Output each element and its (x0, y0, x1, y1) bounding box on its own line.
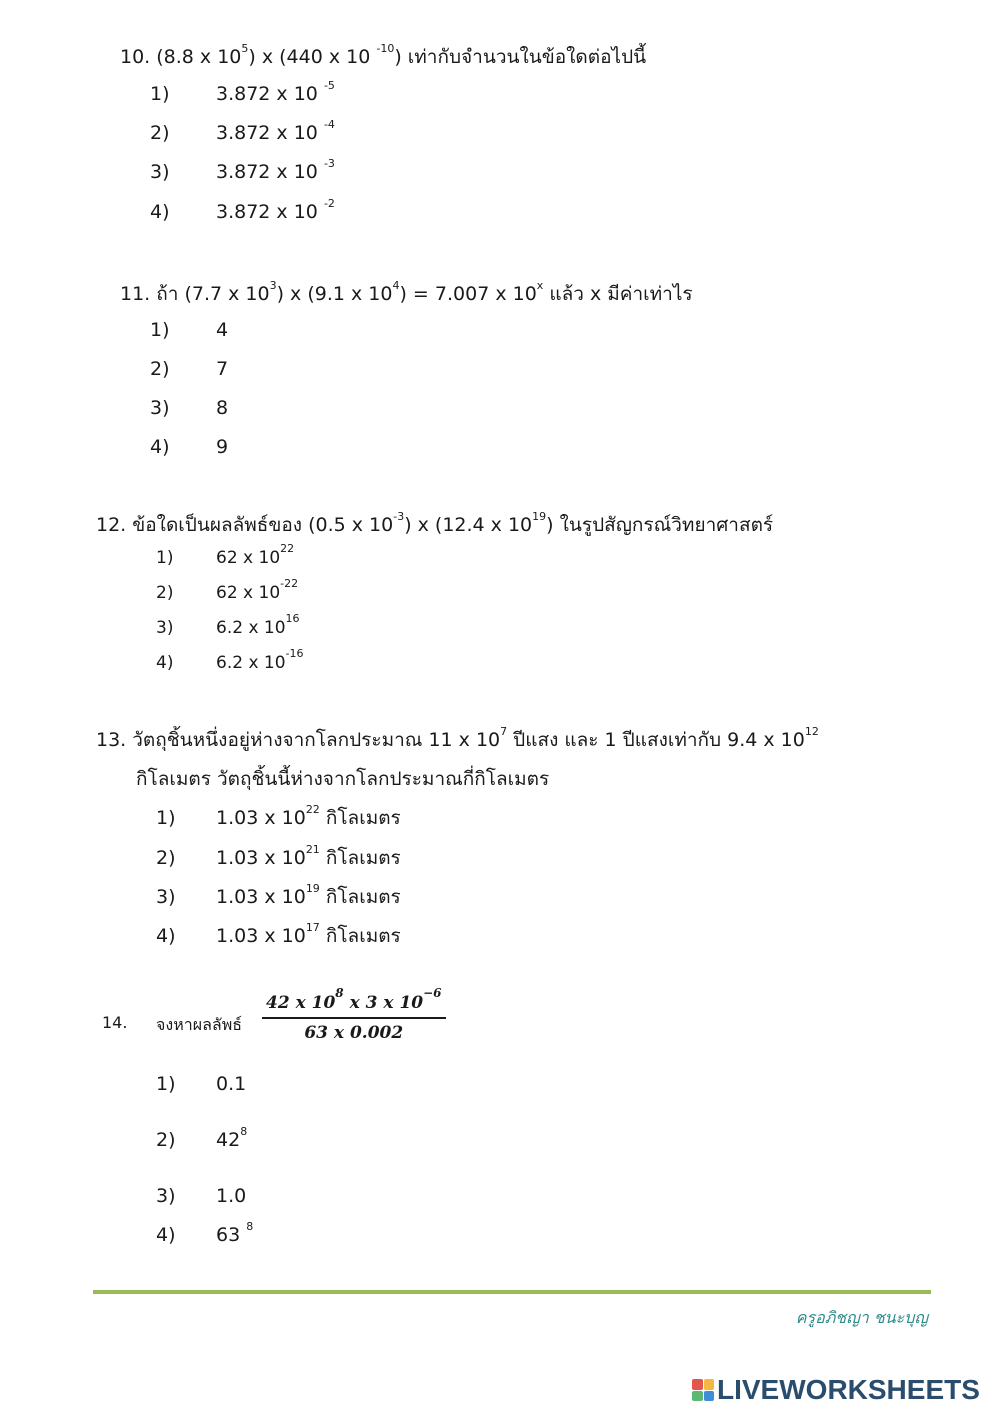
question-14-prompt: จงหาผลลัพธ์ (156, 1015, 243, 1034)
liveworksheets-logo[interactable] (692, 1374, 980, 1406)
author-name: ครูอภิชญา ชนะบุญ (795, 1308, 928, 1327)
question-13-line-2: กิโลเมตร วัตถุชิ้นนี้ห่างจากโลกประมาณกี่กิโลเมตร (136, 768, 550, 790)
question-number: 13. (96, 729, 127, 751)
q12-option-4[interactable]: 4) 6.2 x $10^{-16}$ (156, 647, 304, 673)
q11-option-4[interactable]: 4) 9 (150, 436, 229, 458)
q14-option-1[interactable]: 1) 0.1 (156, 1073, 247, 1095)
q11-option-1[interactable]: 1) 4 (150, 319, 229, 341)
q12-option-3[interactable]: 3) 6.2 x $10^{16}$ (156, 612, 300, 638)
q12-option-2[interactable]: 2) 62 x $10^{-22}$ (156, 577, 299, 603)
q10-option-3[interactable]: 3) 3.872 x 10 $^{-3}$ (150, 156, 335, 183)
question-13: 13. วัตถุชิ้นหนึ่งอยู่ห่างจากโลกประมาณ 11 x $10^7$ ปีแสง และ 1 ปีแสงเท่ากับ 9.4 x $10^{12}$ (96, 724, 819, 751)
q14-option-2[interactable]: 2) $42^8$ (156, 1124, 248, 1151)
q10-option-1[interactable]: 1) 3.872 x 10 $^{-5}$ (150, 78, 335, 105)
q10-option-2[interactable]: 2) 3.872 x 10 $^{-4}$ (150, 117, 335, 144)
question-12: 12. ข้อใดเป็นผลลัพธ์ของ (0.5 x $10^{-3}$) x (12.4 x $10^{19}$) ในรูปสัญกรณ์วิทยาศาสตร์ (96, 509, 774, 536)
q11-option-2[interactable]: 2) 7 (150, 358, 229, 380)
q10-option-4[interactable]: 4) 3.872 x 10 $^{-2}$ (150, 196, 335, 223)
question-number: 14. (102, 1013, 128, 1032)
question-number: 10. (120, 46, 151, 68)
question-11: 11. ถ้า (7.7 x $10^3$) x (9.1 x $10^4) = 7.007$ x 10$^x$ แล้ว x มีค่าเท่าไร (120, 278, 693, 305)
q11-option-3[interactable]: 3) 8 (150, 397, 229, 419)
question-10: 10. (8.8 x $10^5$) x (440 x 10 $^{-10}$) เท่ากับจำนวนในข้อใดต่อไปนี้ (120, 41, 647, 68)
logo-text: LIVEWORKSHEETS (717, 1374, 980, 1405)
q13-option-2[interactable]: 2) 1.03 x $10^{21}$ กิโลเมตร (156, 842, 401, 869)
q14-fraction (262, 986, 446, 1043)
q14-option-4[interactable]: 4) 63 $^8$ (156, 1219, 254, 1246)
q13-option-1[interactable]: 1) 1.03 x $10^{22}$ กิโลเมตร (156, 802, 401, 829)
fraction-numerator: 42 x $10^8$ x 3 x $10^{-6}$ (262, 993, 446, 1019)
liveworksheets-logo-icon (692, 1379, 714, 1401)
q14-option-3[interactable]: 3) 1.0 (156, 1185, 247, 1207)
question-number: 11. (120, 283, 151, 305)
q13-option-4[interactable]: 4) 1.03 x $10^{17}$ กิโลเมตร (156, 920, 401, 947)
fraction-denominator: 63 x 0.002 (304, 1023, 404, 1043)
question-number: 12. (96, 514, 127, 536)
footer-divider (93, 1290, 931, 1294)
q12-option-1[interactable]: 1) 62 x $10^{22}$ (156, 542, 295, 568)
q13-option-3[interactable]: 3) 1.03 x $10^{19}$ กิโลเมตร (156, 881, 401, 908)
